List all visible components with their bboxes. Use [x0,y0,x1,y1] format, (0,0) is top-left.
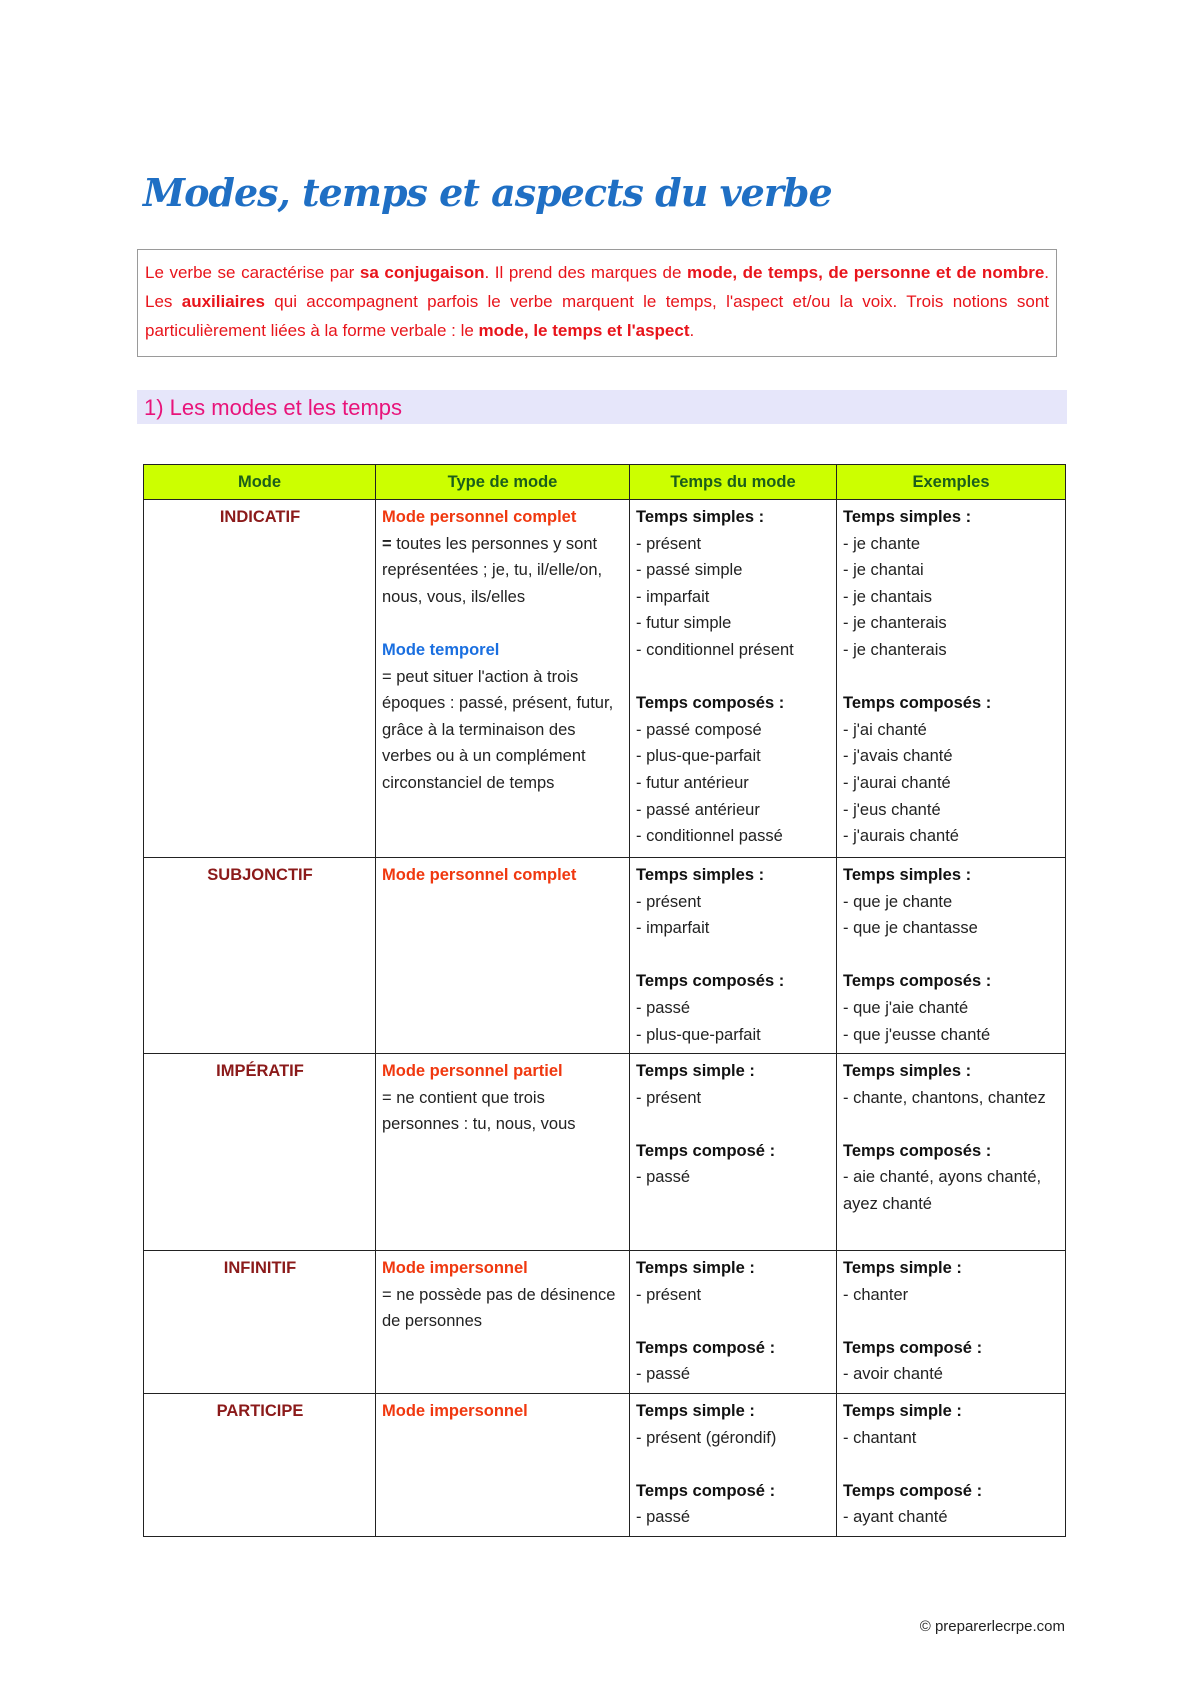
modes-table [143,464,1066,1537]
exemple-item: - je chante [843,534,921,553]
table-row [144,858,1066,1054]
temps-item: - passé antérieur [636,800,760,819]
type-label: Mode personnel partiel [382,1062,563,1080]
table-row [144,1251,1066,1394]
type-desc: = ne possède pas de désinence de personnes [382,1285,616,1331]
exemples-cell [837,1054,1066,1251]
type-cell [376,1394,630,1537]
temps-item: - passé simple [636,561,743,580]
header-type: Type de mode [376,465,630,500]
temps-item: - présent [636,1285,702,1304]
page-title: Modes, temps et aspects du verbe [143,170,832,215]
intro-text: . [689,321,695,340]
temps-heading: Temps simple : [636,1062,755,1080]
header-mode: Mode [144,465,376,500]
temps-item: - futur antérieur [636,773,749,792]
type-label: Mode impersonnel [382,1259,528,1277]
intro-emphasis: mode, le temps et l'aspect [478,321,690,340]
intro-text: Le verbe se caractérise par [145,263,360,282]
temps-item: - présent [636,892,702,911]
temps-cell [630,500,837,858]
temps-item: - conditionnel présent [636,640,794,659]
temps-heading: Temps simple : [636,1259,755,1277]
intro-text: . Les [145,263,1050,311]
temps-heading: Temps simples : [636,508,765,526]
exemples-heading: Temps composé : [843,1481,983,1500]
temps-item: - imparfait [636,919,710,938]
temps-heading: Temps simple : [636,1402,755,1420]
exemples-cell [837,1251,1066,1394]
exemple-item: - chantant [843,1428,917,1447]
temps-item: - futur simple [636,614,732,633]
type-desc: = ne contient que trois personnes : tu, nous, vous [382,1088,576,1134]
type-desc: = toutes les personnes y sont représentées ; je, tu, il/elle/on, nous, vous, ils/elles [382,534,603,606]
temps-heading: Temps composé : [636,1141,776,1160]
exemples-heading: Temps composés : [843,1141,992,1160]
exemple-item: - que j'aie chanté [843,998,969,1017]
type-label: Mode personnel complet [382,508,577,526]
section-heading: 1) Les modes et les temps [137,390,1067,424]
exemple-item: - avoir chanté [843,1365,943,1384]
exemple-item: - j'aurai chanté [843,773,951,792]
table-row [144,500,1066,858]
exemple-item: - je chantais [843,587,932,606]
exemples-heading: Temps simples : [843,508,972,526]
temps-item: - passé [636,1168,691,1187]
type-cell [376,1251,630,1394]
temps-cell [630,858,837,1054]
type-cell [376,1054,630,1251]
exemples-heading: Temps simple : [843,1259,962,1277]
intro-text: qui accompagnent parfois le verbe marquent le temps, l'aspect et/ou la voix. Trois notions sont particulièrement liées à la forme verbale : le [145,292,1050,340]
temps-item: - passé composé [636,720,762,739]
exemple-item: - chanter [843,1285,909,1304]
table-row [144,1054,1066,1251]
mode-name: INFINITIF [144,1251,376,1394]
exemple-item: - ayant chanté [843,1508,948,1527]
exemples-heading: Temps composé : [843,1338,983,1357]
exemple-item: - je chanterais [843,640,947,659]
exemples-cell [837,858,1066,1054]
temps-heading: Temps simples : [636,866,765,884]
mode-name: PARTICIPE [144,1394,376,1537]
exemple-item: - j'eus chanté [843,800,941,819]
type-label: Mode personnel complet [382,866,577,884]
mode-name: INDICATIF [144,500,376,858]
type-cell [376,858,630,1054]
temps-heading: Temps composé : [636,1338,776,1357]
temps-item: - plus-que-parfait [636,747,761,766]
intro-text: . Il prend des marques de [484,263,688,282]
table-row [144,1394,1066,1537]
exemples-cell [837,1394,1066,1537]
exemples-heading: Temps composés : [843,972,992,991]
copyright-footer: © preparerlecrpe.com [919,1618,1065,1635]
exemple-item: - que je chante [843,892,953,911]
header-temps: Temps du mode [630,465,837,500]
exemple-item: - chante, chantons, chantez [843,1088,1046,1107]
intro-emphasis: mode, de temps, de personne et de nombre [687,263,1045,282]
temps-item: - conditionnel passé [636,827,783,846]
intro-box [137,249,1057,357]
table-header-row [144,465,1066,500]
temps-item: - imparfait [636,587,710,606]
exemple-item: - je chanterais [843,614,947,633]
exemples-cell [837,500,1066,858]
header-exemples: Exemples [837,465,1066,500]
temps-item: - passé [636,1365,691,1384]
temps-heading: Temps composés : [636,694,785,713]
temps-cell [630,1394,837,1537]
type-desc-2: = peut situer l'action à trois époques : passé, présent, futur, grâce à la terminaison des verbes ou à un complément circonstanciel de temps [382,667,614,792]
type-label: Mode impersonnel [382,1402,528,1420]
exemple-item: - j'avais chanté [843,747,953,766]
type-label-2: Mode temporel [382,640,500,659]
mode-name: SUBJONCTIF [144,858,376,1054]
temps-item: - passé [636,998,691,1017]
temps-item: - présent [636,1088,702,1107]
exemples-heading: Temps simple : [843,1402,962,1420]
exemple-item: - aie chanté, ayons chanté, ayez chanté [843,1168,1042,1213]
exemple-item: - que je chantasse [843,919,978,938]
exemples-heading: Temps simples : [843,866,972,884]
exemple-item: - j'aurais chanté [843,827,959,846]
mode-name: IMPÉRATIF [144,1054,376,1251]
intro-emphasis: sa conjugaison [359,263,485,282]
type-cell [376,500,630,858]
temps-item: - plus-que-parfait [636,1025,761,1044]
temps-cell [630,1251,837,1394]
exemples-heading: Temps simples : [843,1062,972,1080]
temps-heading: Temps composé : [636,1481,776,1500]
exemple-item: - que j'eusse chanté [843,1025,991,1044]
exemple-item: - je chantai [843,561,924,580]
temps-cell [630,1054,837,1251]
exemple-item: - j'ai chanté [843,720,927,739]
intro-emphasis: auxiliaires [181,292,265,311]
temps-item: - présent (gérondif) [636,1428,777,1447]
temps-item: - présent [636,534,702,553]
temps-heading: Temps composés : [636,972,785,991]
exemples-heading: Temps composés : [843,694,992,713]
temps-item: - passé [636,1508,691,1527]
